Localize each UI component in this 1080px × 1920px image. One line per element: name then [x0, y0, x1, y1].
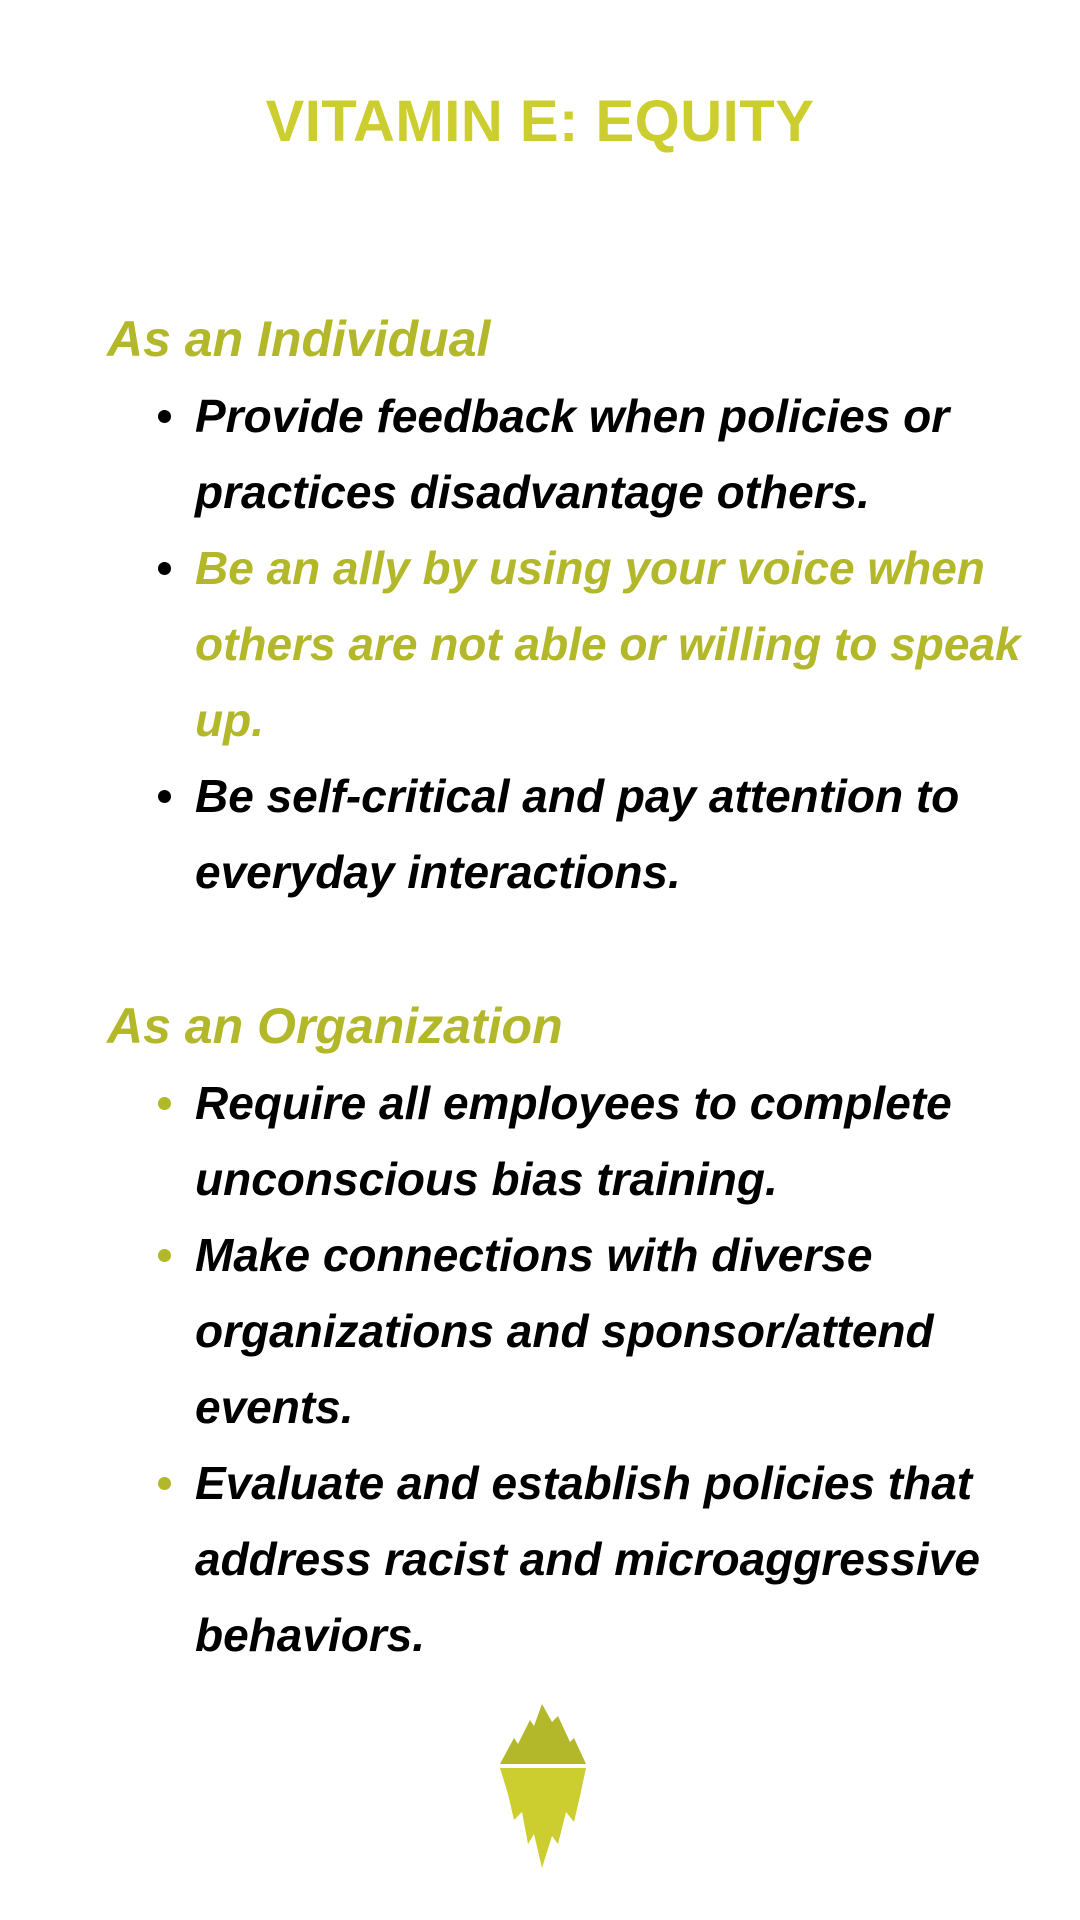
bullet-icon: [158, 410, 171, 423]
list-item-text: Require all employees to complete unconscious bias training.: [195, 1077, 952, 1205]
list-item: [195, 530, 1055, 758]
list-item-text: Be an ally by using your voice when others are not able or willing to speak up.: [195, 542, 1021, 746]
list-item: [195, 378, 1055, 530]
list-item-text: Be self-critical and pay attention to everyday interactions.: [195, 770, 960, 898]
list-item-text: Evaluate and establish policies that address racist and microaggressive behaviors.: [195, 1457, 980, 1661]
list-item: [195, 758, 1055, 910]
individual-heading: As an Individual: [107, 311, 491, 367]
list-item-text: Provide feedback when policies or practices disadvantage others.: [195, 390, 950, 518]
organization-list: [195, 1065, 1055, 1673]
bullet-icon: [158, 1097, 171, 1110]
organization-heading: As an Organization: [107, 998, 563, 1054]
list-item: [195, 1445, 1055, 1673]
bullet-icon: [158, 1249, 171, 1262]
iceberg-icon: [500, 1704, 586, 1868]
bullet-icon: [158, 1477, 171, 1490]
list-item: [195, 1065, 1055, 1217]
individual-list: [195, 378, 1055, 910]
bullet-icon: [158, 790, 171, 803]
page-title: VITAMIN E: EQUITY: [265, 89, 815, 154]
list-item: [195, 1217, 1055, 1445]
bullet-icon: [158, 562, 171, 575]
list-item-text: Make connections with diverse organizations and sponsor/attend events.: [195, 1229, 934, 1433]
